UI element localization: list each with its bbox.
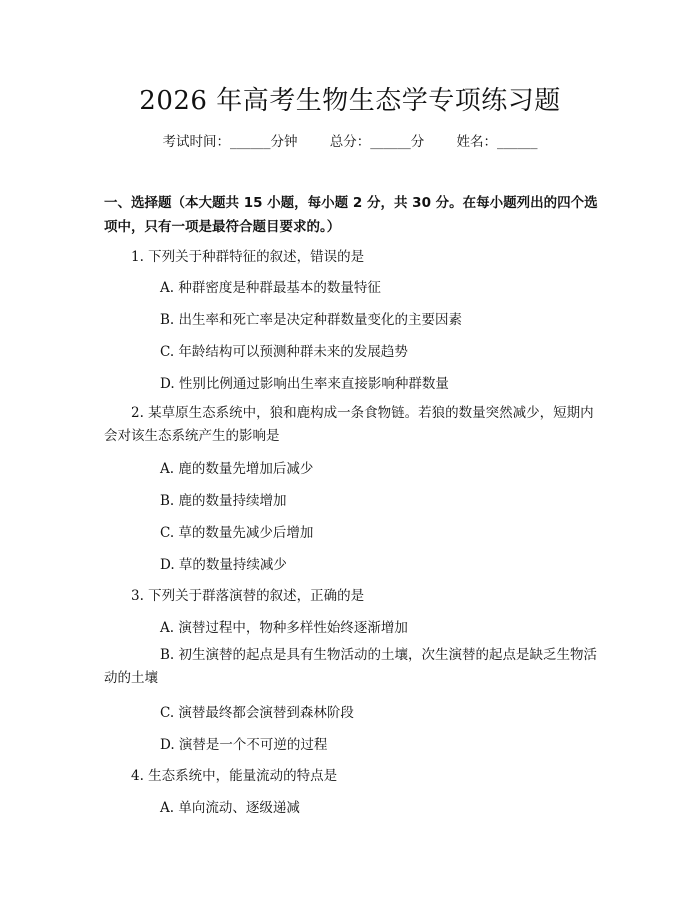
page-title: 2026 年高考生物生态学专项练习题 [139, 86, 561, 116]
question-option: B. 出生率和死亡率是决定种群数量变化的主要因素 [160, 312, 463, 328]
question-option: A. 单向流动、逐级递减 [160, 800, 300, 816]
question-option: A. 种群密度是种群最基本的数量特征 [160, 280, 381, 296]
question-option: B. 初生演替的起点是具有生物活动的土壤，次生演替的起点是缺乏生物活动的土壤 [104, 647, 598, 686]
question-option: C. 草的数量先减少后增加 [160, 525, 314, 541]
question-stem: 1. 下列关于种群特征的叙述，错误的是 [131, 249, 365, 265]
total-score-field: 总分：______分 [329, 134, 425, 150]
question-option: D. 草的数量持续减少 [160, 557, 287, 573]
question-stem: 3. 下列关于群落演替的叙述，正确的是 [131, 588, 365, 604]
exam-time-field: 考试时间：______分钟 [162, 134, 298, 150]
question-option: C. 年龄结构可以预测种群未来的发展趋势 [160, 344, 408, 360]
question-stem: 2. 某草原生态系统中，狼和鹿构成一条食物链。若狼的数量突然减少，短期内会对该生态系统产生的影响是 [104, 405, 594, 444]
exam-info-row [0, 130, 700, 150]
question-option: D. 演替是一个不可逆的过程 [160, 737, 328, 753]
question-option: C. 演替最终都会演替到森林阶段 [160, 705, 354, 721]
question-stem: 4. 生态系统中，能量流动的特点是 [131, 768, 338, 784]
student-name-field: 姓名：______ [456, 134, 538, 150]
question-option: D. 性别比例通过影响出生率来直接影响种群数量 [160, 376, 449, 392]
question-option: B. 鹿的数量持续增加 [160, 493, 287, 509]
question-option: A. 演替过程中，物种多样性始终逐渐增加 [160, 620, 408, 636]
section-header: 一、选择题（本大题共 15 小题，每小题 2 分，共 30 分。在每小题列出的四个选项中，只有一项是最符合题目要求的。） [104, 195, 598, 235]
question-option: A. 鹿的数量先增加后减少 [160, 461, 314, 477]
